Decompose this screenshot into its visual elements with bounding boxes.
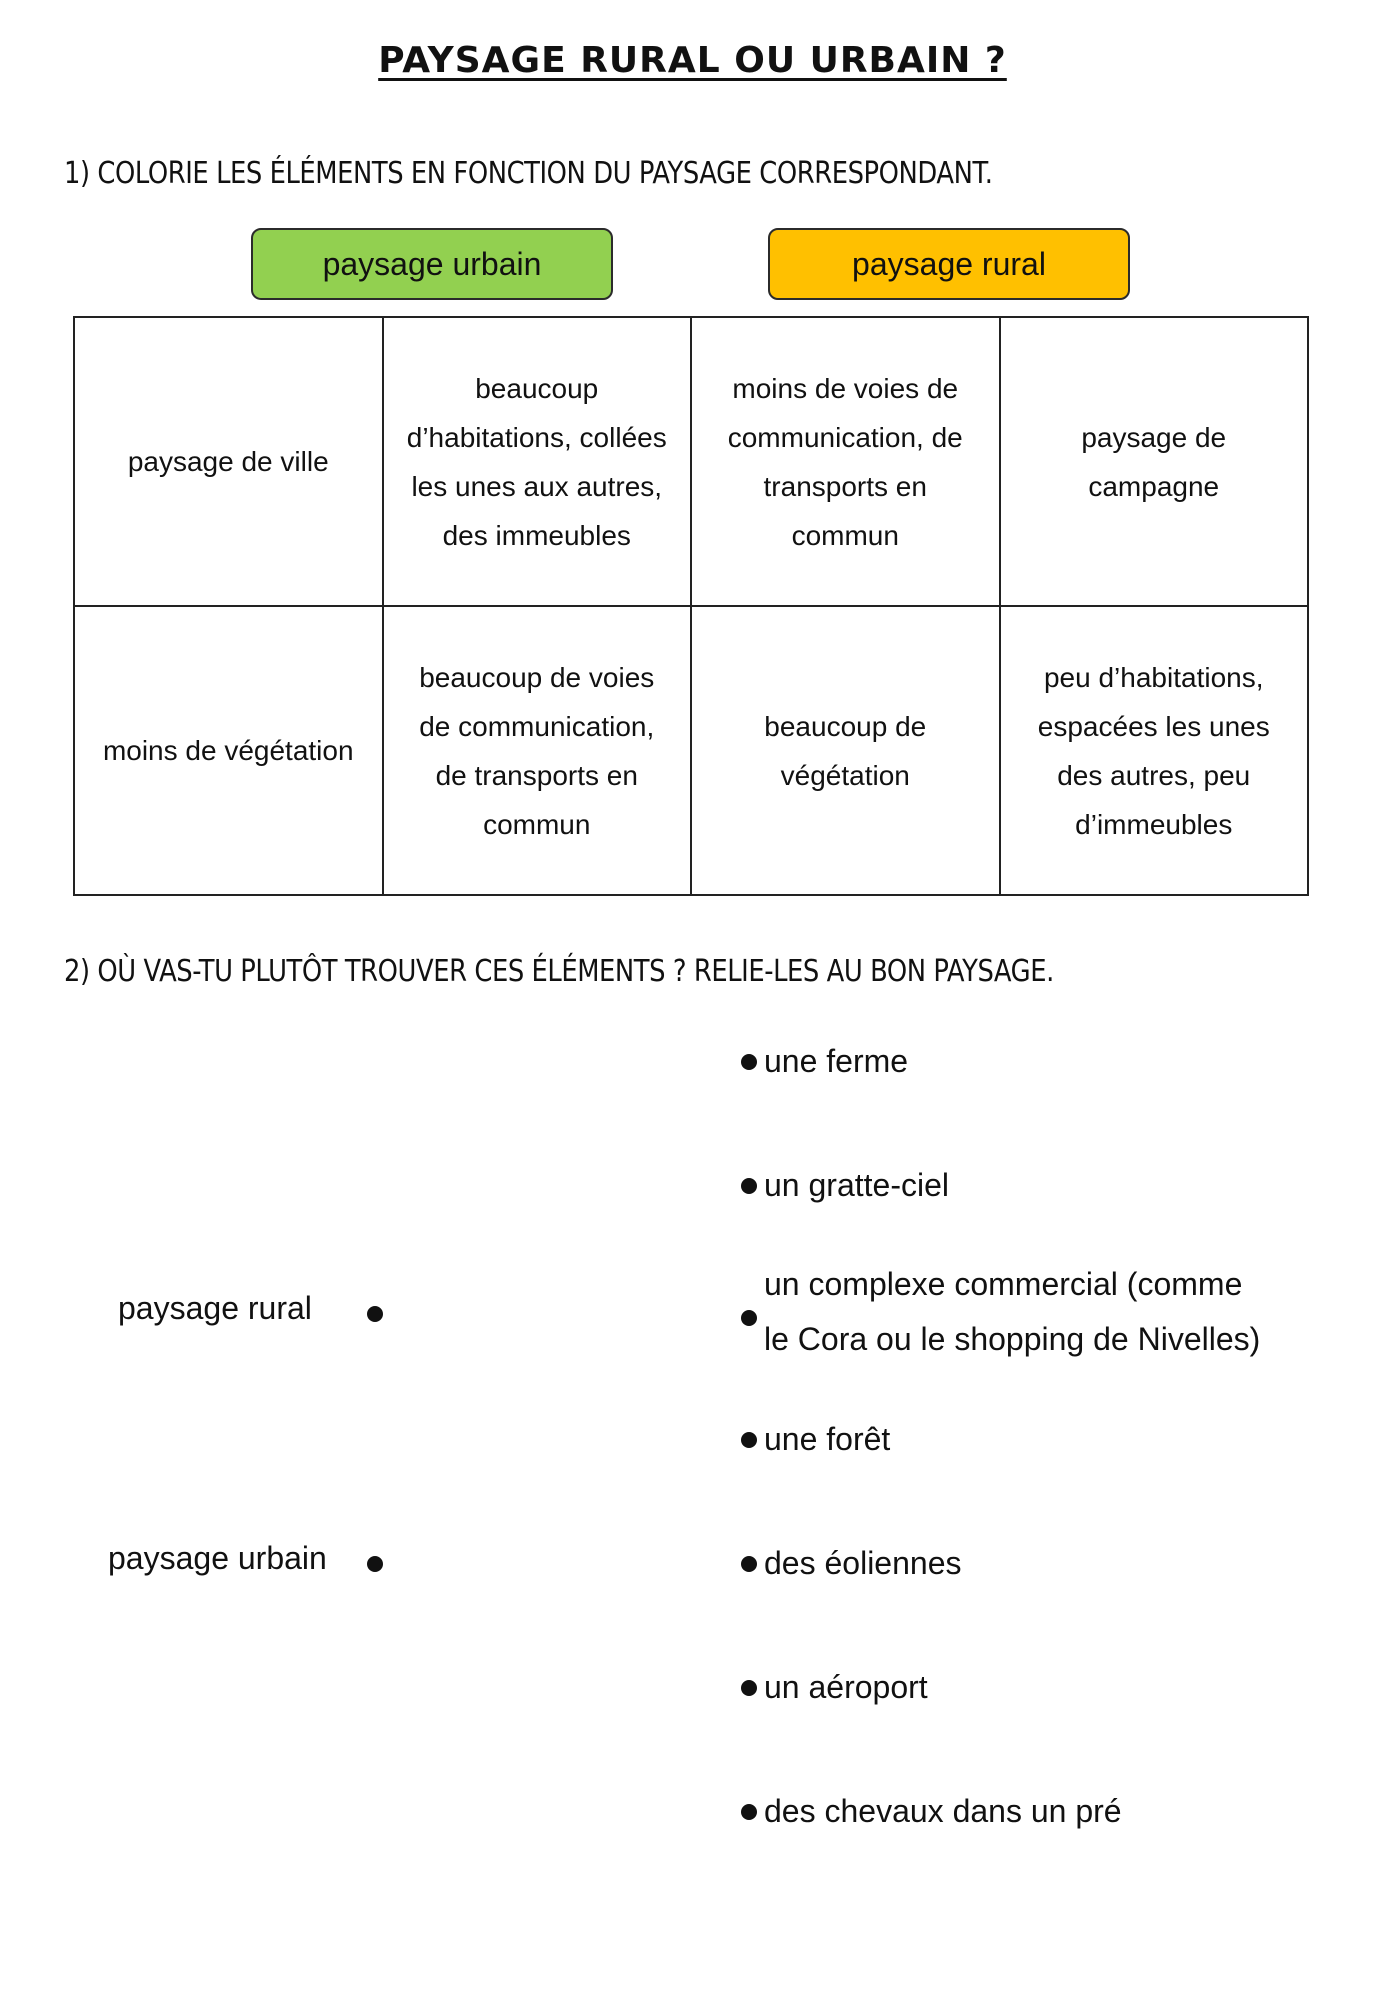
connector-dot-foret[interactable]	[741, 1432, 757, 1448]
item-gratte-ciel: un gratte-ciel	[764, 1167, 949, 1203]
table-cell[interactable]: paysage de ville	[74, 317, 383, 606]
item-complexe-line1: un complexe commercial (comme	[764, 1266, 1243, 1302]
exercise1-instruction: 1) COLORIE LES ÉLÉMENTS EN FONCTION DU PAYSAGE CORRESPONDANT.	[64, 156, 993, 191]
table-cell[interactable]: paysage de campagne	[1000, 317, 1309, 606]
item-complexe-line2: le Cora ou le shopping de Nivelles)	[764, 1321, 1261, 1357]
item-aeroport: un aéroport	[764, 1669, 928, 1705]
item-ferme: une ferme	[764, 1043, 909, 1079]
connector-dot-complexe[interactable]	[741, 1310, 757, 1326]
table-cell[interactable]: beaucoup de voies de communication, de transports en commun	[383, 606, 692, 895]
item-chevaux: des chevaux dans un pré	[764, 1793, 1122, 1829]
connector-dot-chevaux[interactable]	[741, 1804, 757, 1820]
item-foret: une forêt	[764, 1421, 891, 1457]
exercise2-instruction: 2) OÙ VAS-TU PLUTÔT TROUVER CES ÉLÉMENTS ? RELIE-LES AU BON PAYSAGE.	[64, 954, 1054, 989]
page-title: PAYSAGE RURAL OU URBAIN ?	[378, 40, 1007, 81]
table-row	[74, 317, 1308, 606]
landscape-label-urbain: paysage urbain	[108, 1540, 327, 1576]
connector-dot-aeroport[interactable]	[741, 1680, 757, 1696]
table-cell[interactable]: peu d’habitations, espacées les unes des autres, peu d’immeubles	[1000, 606, 1309, 895]
connector-dot-eoliennes[interactable]	[741, 1556, 757, 1572]
table-row	[74, 606, 1308, 895]
connector-dot-rural[interactable]	[367, 1306, 383, 1322]
connector-dot-urbain[interactable]	[367, 1556, 383, 1572]
legend-rural: paysage rural	[768, 228, 1130, 300]
coloring-table	[73, 316, 1309, 896]
connector-dot-gratte-ciel[interactable]	[741, 1178, 757, 1194]
item-eoliennes: des éoliennes	[764, 1545, 962, 1581]
legend-urbain: paysage urbain	[251, 228, 613, 300]
landscape-label-rural: paysage rural	[118, 1290, 312, 1326]
table-cell[interactable]: beaucoup de végétation	[691, 606, 1000, 895]
table-cell[interactable]: beaucoup d’habitations, collées les unes aux autres, des immeubles	[383, 317, 692, 606]
table-cell[interactable]: moins de voies de communication, de transports en commun	[691, 317, 1000, 606]
table-cell[interactable]: moins de végétation	[74, 606, 383, 895]
connector-dot-ferme[interactable]	[741, 1054, 757, 1070]
